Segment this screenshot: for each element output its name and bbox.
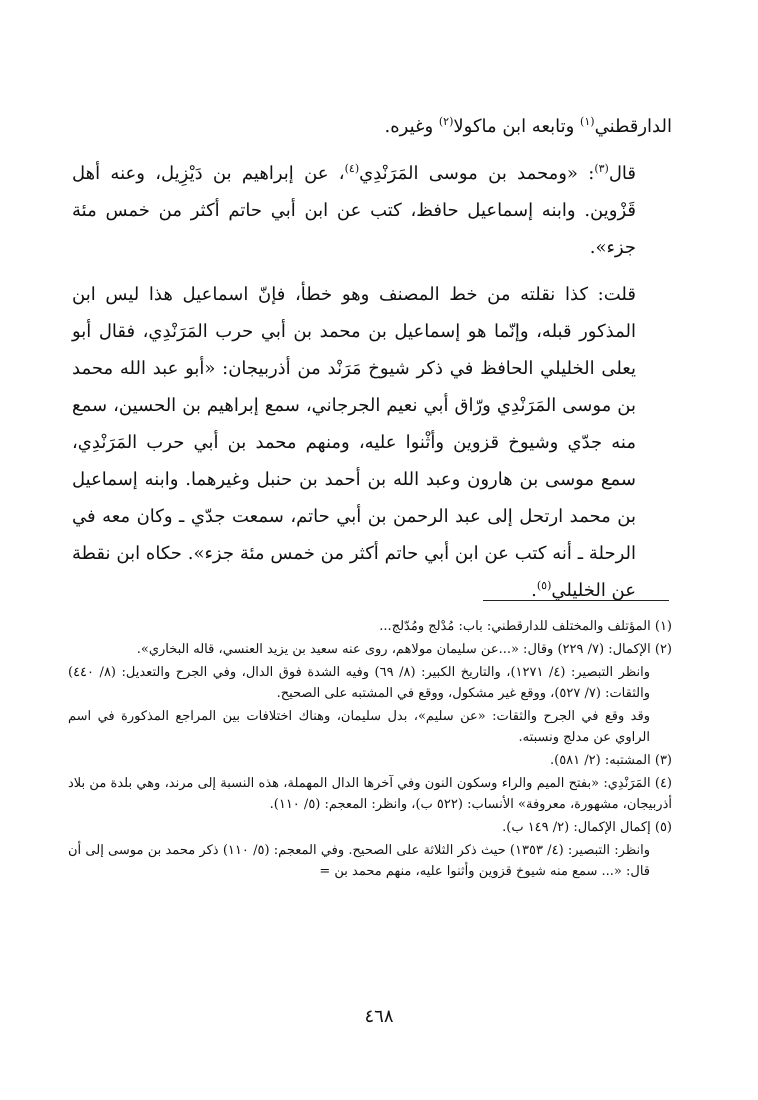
text-run: الدارقطني: [594, 116, 672, 137]
page-number: ٤٦٨: [364, 1006, 394, 1027]
footnote-ref-5[interactable]: (٥): [536, 579, 552, 592]
paragraph-3: [72, 276, 672, 609]
footnote-1: (١) المؤتلف والمختلف للدارقطني: باب: مُدْلج ومُدّلج...: [379, 619, 672, 634]
footnote-ref-3[interactable]: (٣): [594, 162, 609, 175]
footnote-4: (٤) المَرَنْدِي: «بفتح الميم والراء وسكون النون وفي آخرها الدال المهملة، هذه النسبة إلى مرند، وهي بلدة من بلاد أذربيجان، مشهورة، معروفة» الأنساب: (٥٢٢ ب)، وانظر: المعجم: (٥/ ١١٠).: [68, 776, 672, 812]
text-run: وتابعه ابن ماكولا: [453, 116, 581, 137]
text-run: : «ومحمد بن موسى المَرَنْدِي: [359, 163, 595, 184]
footnote-ref-1[interactable]: (١): [580, 115, 595, 128]
text-run: .: [531, 580, 537, 601]
text-run: قال: [608, 163, 636, 184]
footnotes: [68, 616, 672, 884]
footnote-3: (٣) المشتبه: (٢/ ٥٨١).: [549, 753, 672, 768]
text-run: قلت: كذا نقلته من خط المصنف وهو خطأ، فإنّ اسماعيل هذا ليس ابن المذكور قبله، وإنّما هو إسماعيل بن محمد بن أبي حرب المَرَنْدِي، فقال أبو يعلى الخليلي الحافظ في ذكر شيوخ مَرَنْد من أذربيجان: «أبو عبد الله محمد بن موسى المَرَنْدِي ورّاق أبي نعيم الجرجاني، سمع إبراهيم بن الحسين، سمع منه جدّي وشيوخ قزوين وأثْنوا عليه، ومنهم محمد بن أبي حرب المَرَنْدِي، سمع موسى بن هارون وعبد الله بن أحمد بن حنبل وغيرهما. وابنه إسماعيل بن محمد ارتحل إلى عبد الرحمن بن أبي حاتم، سمعت جدّي ـ وكان معه في الرحلة ـ أنه كتب عن ابن أبي حاتم أكثر من خمس مئة جزء». حكاه ابن نقطة عن الخليلي: [72, 284, 636, 601]
footnote-2-continued: وقد وقع في الجرح والثقات: «عن سليم»، بدل سليمان، وهناك اختلافات بين المراجع المذكورة في اسم الراوي عن مدلج ونسبته.: [68, 709, 650, 745]
footnote-divider: [483, 600, 669, 601]
main-text: [72, 108, 672, 609]
footnote-2: (٢) الإكمال: (٧/ ٢٢٩) وقال: «...عن سليمان مولاهم، روى عنه سعيد بن يزيد العنسي، قاله البخاري».: [136, 642, 672, 657]
footnote-2-continued: وانظر التبصير: (٤/ ١٢٧١)، والتاريخ الكبير: (٨/ ٦٩) وفيه الشدة فوق الدال، وفي الجرح والتعديل: (٨/ ٤٤٠) والثقات: (٧/ ٥٢٧)، ووقع غير مشكول، ووقع في المشتبه على الصحيح.: [68, 665, 650, 701]
paragraph-1: [72, 108, 672, 145]
paragraph-2: [72, 155, 672, 266]
text-run: وغيره.: [384, 116, 439, 137]
footnote-ref-2[interactable]: (٢): [438, 115, 454, 128]
text-run: ، عن إبراهيم بن دَيْزِيل، وعنه أهل قَزْوين. وابنه إسماعيل حافظ، كتب عن ابن أبي حاتم أكثر من خمس مئة جزء».: [72, 163, 636, 258]
footnote-5-continued: وانظر: التبصير: (٤/ ١٣٥٣) حيث ذكر الثلاثة على الصحيح. وفي المعجم: (٥/ ١١٠) ذكر محمد بن موسى إلى أن قال: «... سمع منه شيوخ قزوين وأثنوا عليه، منهم محمد بن =: [68, 843, 651, 879]
footnote-ref-4[interactable]: (٤): [344, 162, 360, 175]
footnote-5: (٥) إكمال الإكمال: (٢/ ١٤٩ ب).: [502, 820, 672, 835]
